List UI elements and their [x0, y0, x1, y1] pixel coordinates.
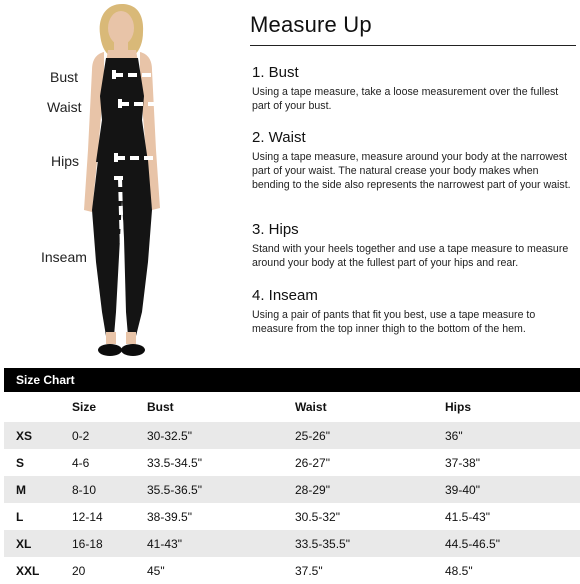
table-cell: M [4, 476, 72, 503]
table-cell: 45" [147, 557, 295, 584]
section-text: Stand with your heels together and use a tape measure to measure around your body at the fullest part of your hips and rear. [252, 243, 569, 269]
size-chart-title: Size Chart [4, 368, 580, 392]
table-cell: 41.5-43" [445, 503, 580, 530]
section-hips [252, 221, 576, 270]
section-heading: 2. Waist [252, 129, 306, 146]
table-cell: 30-32.5" [147, 422, 295, 449]
title-divider [250, 45, 576, 46]
table-cell: 44.5-46.5" [445, 530, 580, 557]
size-chart-table [4, 392, 580, 584]
table-cell: 30.5-32" [295, 503, 445, 530]
table-cell: 26-27" [295, 449, 445, 476]
table-cell: 39-40" [445, 476, 580, 503]
column-header: Waist [295, 400, 327, 414]
section-bust [252, 64, 576, 113]
table-cell: S [4, 449, 72, 476]
table-cell: 33.5-35.5" [295, 530, 445, 557]
bust-label: Bust [50, 69, 79, 85]
table-cell: 16-18 [72, 530, 147, 557]
inseam-label: Inseam [41, 249, 87, 265]
section-heading: 1. Bust [252, 64, 299, 81]
table-cell: 48.5" [445, 557, 580, 584]
table-cell: 20 [72, 557, 147, 584]
section-text: Using a tape measure, take a loose measurement over the fullest part of your bust. [252, 86, 559, 112]
page-title: Measure Up [250, 12, 372, 37]
figure-illustration [0, 0, 245, 362]
table-header-row [4, 392, 580, 422]
waist-label: Waist [47, 99, 82, 115]
table-row [4, 503, 580, 530]
table-cell: 25-26" [295, 422, 445, 449]
table-cell: 0-2 [72, 422, 147, 449]
table-cell: 12-14 [72, 503, 147, 530]
column-header: Hips [445, 400, 472, 414]
table-cell: 8-10 [72, 476, 147, 503]
table-row [4, 422, 580, 449]
section-text: Using a tape measure, measure around your body at the narrowest part of your waist. The natural crease your body makes when bending to the side also represents the narrowest part of your waist. [252, 151, 571, 191]
table-row [4, 476, 580, 503]
table-cell: 38-39.5" [147, 503, 295, 530]
section-heading: 3. Hips [252, 221, 299, 238]
table-cell: XL [4, 530, 72, 557]
table-cell: 37.5" [295, 557, 445, 584]
column-header: Size [72, 400, 97, 414]
section-waist [252, 129, 576, 192]
table-cell: 33.5-34.5" [147, 449, 295, 476]
table-cell: XS [4, 422, 72, 449]
table-cell: 41-43" [147, 530, 295, 557]
column-header [4, 392, 72, 422]
table-cell: L [4, 503, 72, 530]
hips-label: Hips [51, 153, 80, 169]
section-inseam [252, 287, 576, 336]
model-figure [0, 0, 245, 362]
column-header: Bust [147, 400, 174, 414]
table-cell: 35.5-36.5" [147, 476, 295, 503]
section-heading: 4. Inseam [252, 287, 318, 304]
table-cell: XXL [4, 557, 72, 584]
table-row [4, 449, 580, 476]
section-text: Using a pair of pants that fit you best, use a tape measure to measure from the top inner thigh to the bottom of the hem. [252, 309, 536, 335]
table-cell: 36" [445, 422, 580, 449]
table-cell: 4-6 [72, 449, 147, 476]
table-cell: 37-38" [445, 449, 580, 476]
table-row [4, 530, 580, 557]
table-cell: 28-29" [295, 476, 445, 503]
